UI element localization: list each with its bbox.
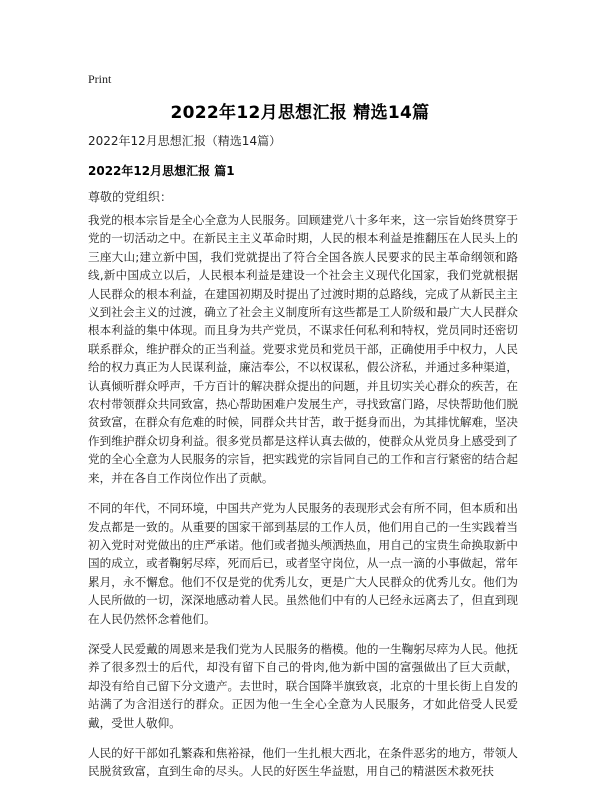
document-title: 2022年12月思想汇报 精选14篇 xyxy=(170,103,430,123)
document-subtitle: 2022年12月思想汇报（精选14篇） xyxy=(88,134,282,148)
print-link[interactable]: Print xyxy=(88,72,112,86)
paragraph: 我党的根本宗旨是全心全意为人民服务。回顾建党八十多年来，这一宗旨始终贯穿于党的一切活动之中。在新民主主义革命时期，人民的根本利益是推翻压在人民头上的三座大山;建立新中国，我们党就提出了符合全国各族人民要求的民主革命纲领和路线,新中国成立以后，人民根本利益是建设一个社会主义现代化国家，我们党就根据人民群众的根本利益，在建国初期及时提出了过渡时期的总路线，完成了从新民主主义到社会主义的过渡，确立了社会主义制度所有这些都是工人阶级和最广大人民群众根本利益的集中体现。而且身为共产党员，不谋求任何私利和特权，党员同时还密切联系群众，维护群众的正当利益。党要求党员和党员干部，正确使用手中权力，人民给的权力真正为人民谋利益，廉洁奉公，不以权谋私，假公济私，并通过多种渠道，认真倾听群众呼声，千方百计的解决群众提出的问题，并且切实关心群众的疾苦，在农村带领群众共同致富，热心帮助困难户发展生产，寻找致富门路，尽快帮助他们脱贫致富，在群众有危难的时候，同群众共甘苦，敢于挺身而出，为其排忧解难，坚决作到维护群众切身利益。很多党员都是这样认真去做的，使群众从党员身上感受到了党的全心全意为人民服务的宗旨，把实践党的宗旨同自己的工作和言行紧密的结合起来，并在各自工作岗位作出了贡献。 xyxy=(88,213,518,485)
section-heading: 2022年12月思想汇报 篇1 xyxy=(88,164,235,178)
paragraph: 人民的好干部如孔繁森和焦裕禄，他们一生扎根大西北，在条件恶劣的地方，带领人民脱贫致富，直到生命的尽头。人民的好医生华益慰，用自己的精湛医术救死扶 xyxy=(88,745,518,779)
salutation: 尊敬的党组织： xyxy=(88,190,173,204)
body-text xyxy=(88,211,518,793)
paragraph: 不同的年代，不同环境，中国共产党为人民服务的表现形式会有所不同，但本质和出发点都是一致的。从重要的国家干部到基层的工作人员，他们用自己的一生实践着当初入党时对党做出的庄严承诺。他们或者抛头颅洒热血，用自己的宝贵生命换取新中国的成立，或者鞠躬尽瘁，死而后已，或者坚守岗位，从一点一滴的小事做起，常年累月，永不懈怠。他们不仅是党的优秀儿女，更是广大人民群众的优秀儿女。他们为人民所做的一切，深深地感动着人民。虽然他们中有的人已经永远离去了，但直到现在人民仍然怀念着他们。 xyxy=(88,501,518,626)
paragraph: 深受人民爱戴的周恩来是我们党为人民服务的楷模。他的一生鞠躬尽瘁为人民。他抚养了很多烈士的后代，却没有留下自己的骨肉,他为新中国的富强做出了巨大贡献，却没有给自己留下分文遗产。去世时，联合国降半旗致哀，北京的十里长街上自发的站满了为含泪送行的群众。正因为他一生全心全意为人民服务，才如此倍受人民爱戴，受世人敬仰。 xyxy=(88,641,518,730)
